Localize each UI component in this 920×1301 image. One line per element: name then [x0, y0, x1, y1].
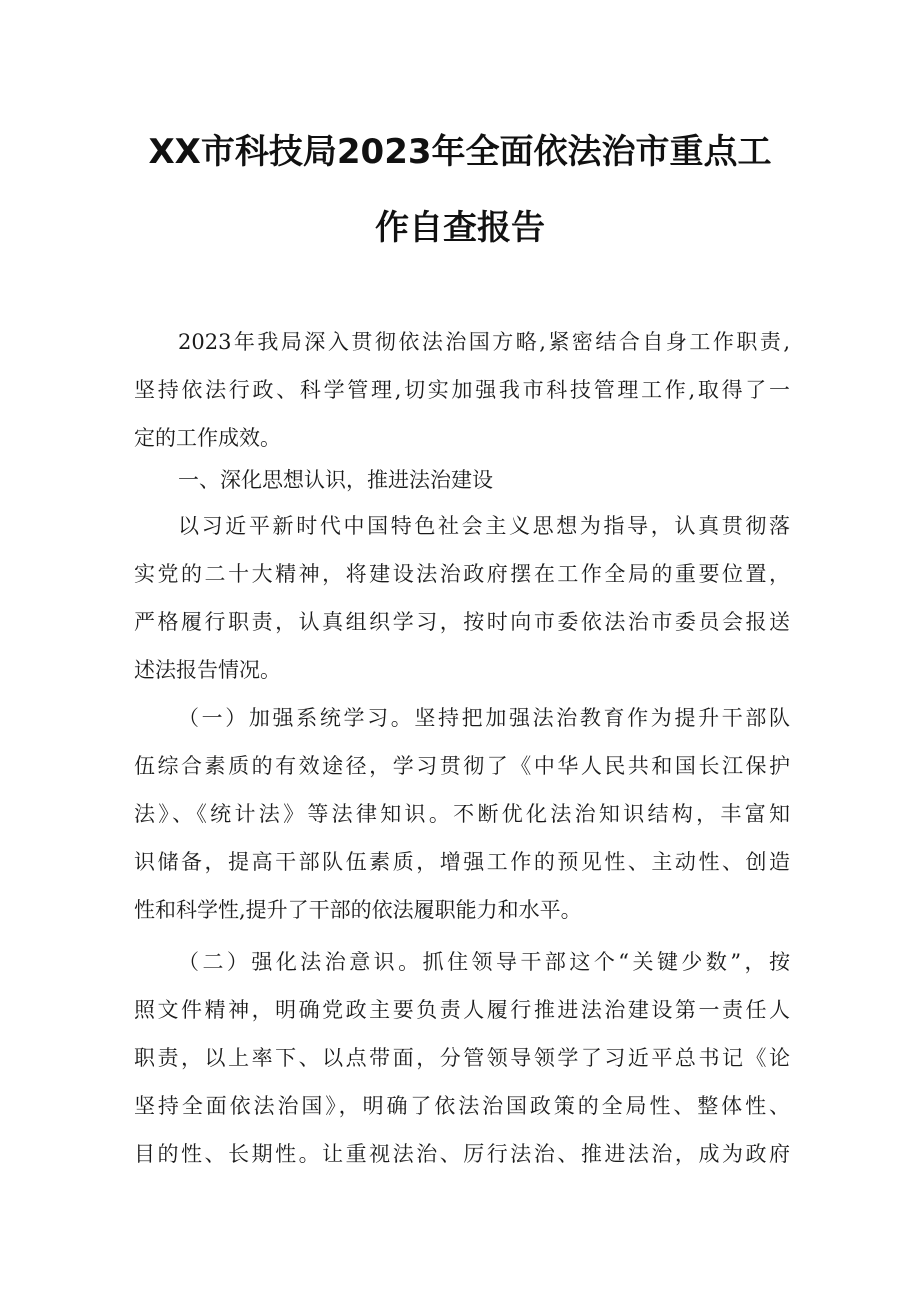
document-title-line-2: 作自查报告 [375, 208, 545, 248]
paragraph-line: （一）加强系统学习。坚持把加强法治教育作为提升干部队 [178, 706, 790, 730]
paragraph-line: 照文件精神，明确党政主要负责人履行推进法治建设第一责任人 [134, 998, 790, 1022]
paragraph-line: 严格履行职责，认真组织学习，按时向市委依法治市委员会报送 [134, 610, 790, 634]
document-title-line-1: XX市科技局2023年全面依法治市重点工 [148, 132, 772, 172]
paragraph-line: 识储备，提高干部队伍素质，增强工作的预见性、主动性、创造 [134, 850, 790, 874]
paragraph-line: （二）强化法治意识。抓住领导干部这个“关键少数”，按 [178, 950, 790, 974]
paragraph-line: 以习近平新时代中国特色社会主义思想为指导，认真贯彻落 [178, 514, 790, 538]
paragraph-line: 坚持全面依法治国》，明确了依法治国政策的全局性、整体性、 [134, 1094, 790, 1118]
paragraph-line: 职责，以上率下、以点带面，分管领导领学了习近平总书记《论 [134, 1046, 790, 1070]
paragraph-intro [134, 318, 790, 462]
section-heading: 一、深化思想认识，推进法治建设 [178, 468, 493, 492]
paragraph-line: 定的工作成效。 [134, 426, 281, 450]
paragraph-line: 坚持依法行政、科学管理,切实加强我市科技管理工作,取得了一 [134, 378, 790, 402]
section-heading-1 [134, 456, 790, 504]
paragraph-line: 性和科学性,提升了干部的依法履职能力和水平。 [134, 898, 582, 922]
paragraph-line: 述法报告情况。 [134, 658, 281, 682]
paragraph-section-1 [134, 502, 790, 694]
paragraph-line: 目的性、长期性。让重视法治、厉行法治、推进法治，成为政府 [134, 1142, 790, 1166]
paragraph-study [134, 694, 790, 934]
paragraph-line: 2023年我局深入贯彻依法治国方略,紧密结合自身工作职责, [178, 330, 790, 354]
paragraph-awareness [134, 938, 790, 1178]
paragraph-line: 法》、《统计法》等法律知识。不断优化法治知识结构，丰富知 [134, 802, 790, 826]
paragraph-line: 伍综合素质的有效途径，学习贯彻了《中华人民共和国长江保护 [134, 754, 790, 778]
paragraph-line: 实党的二十大精神，将建设法治政府摆在工作全局的重要位置， [134, 562, 790, 586]
